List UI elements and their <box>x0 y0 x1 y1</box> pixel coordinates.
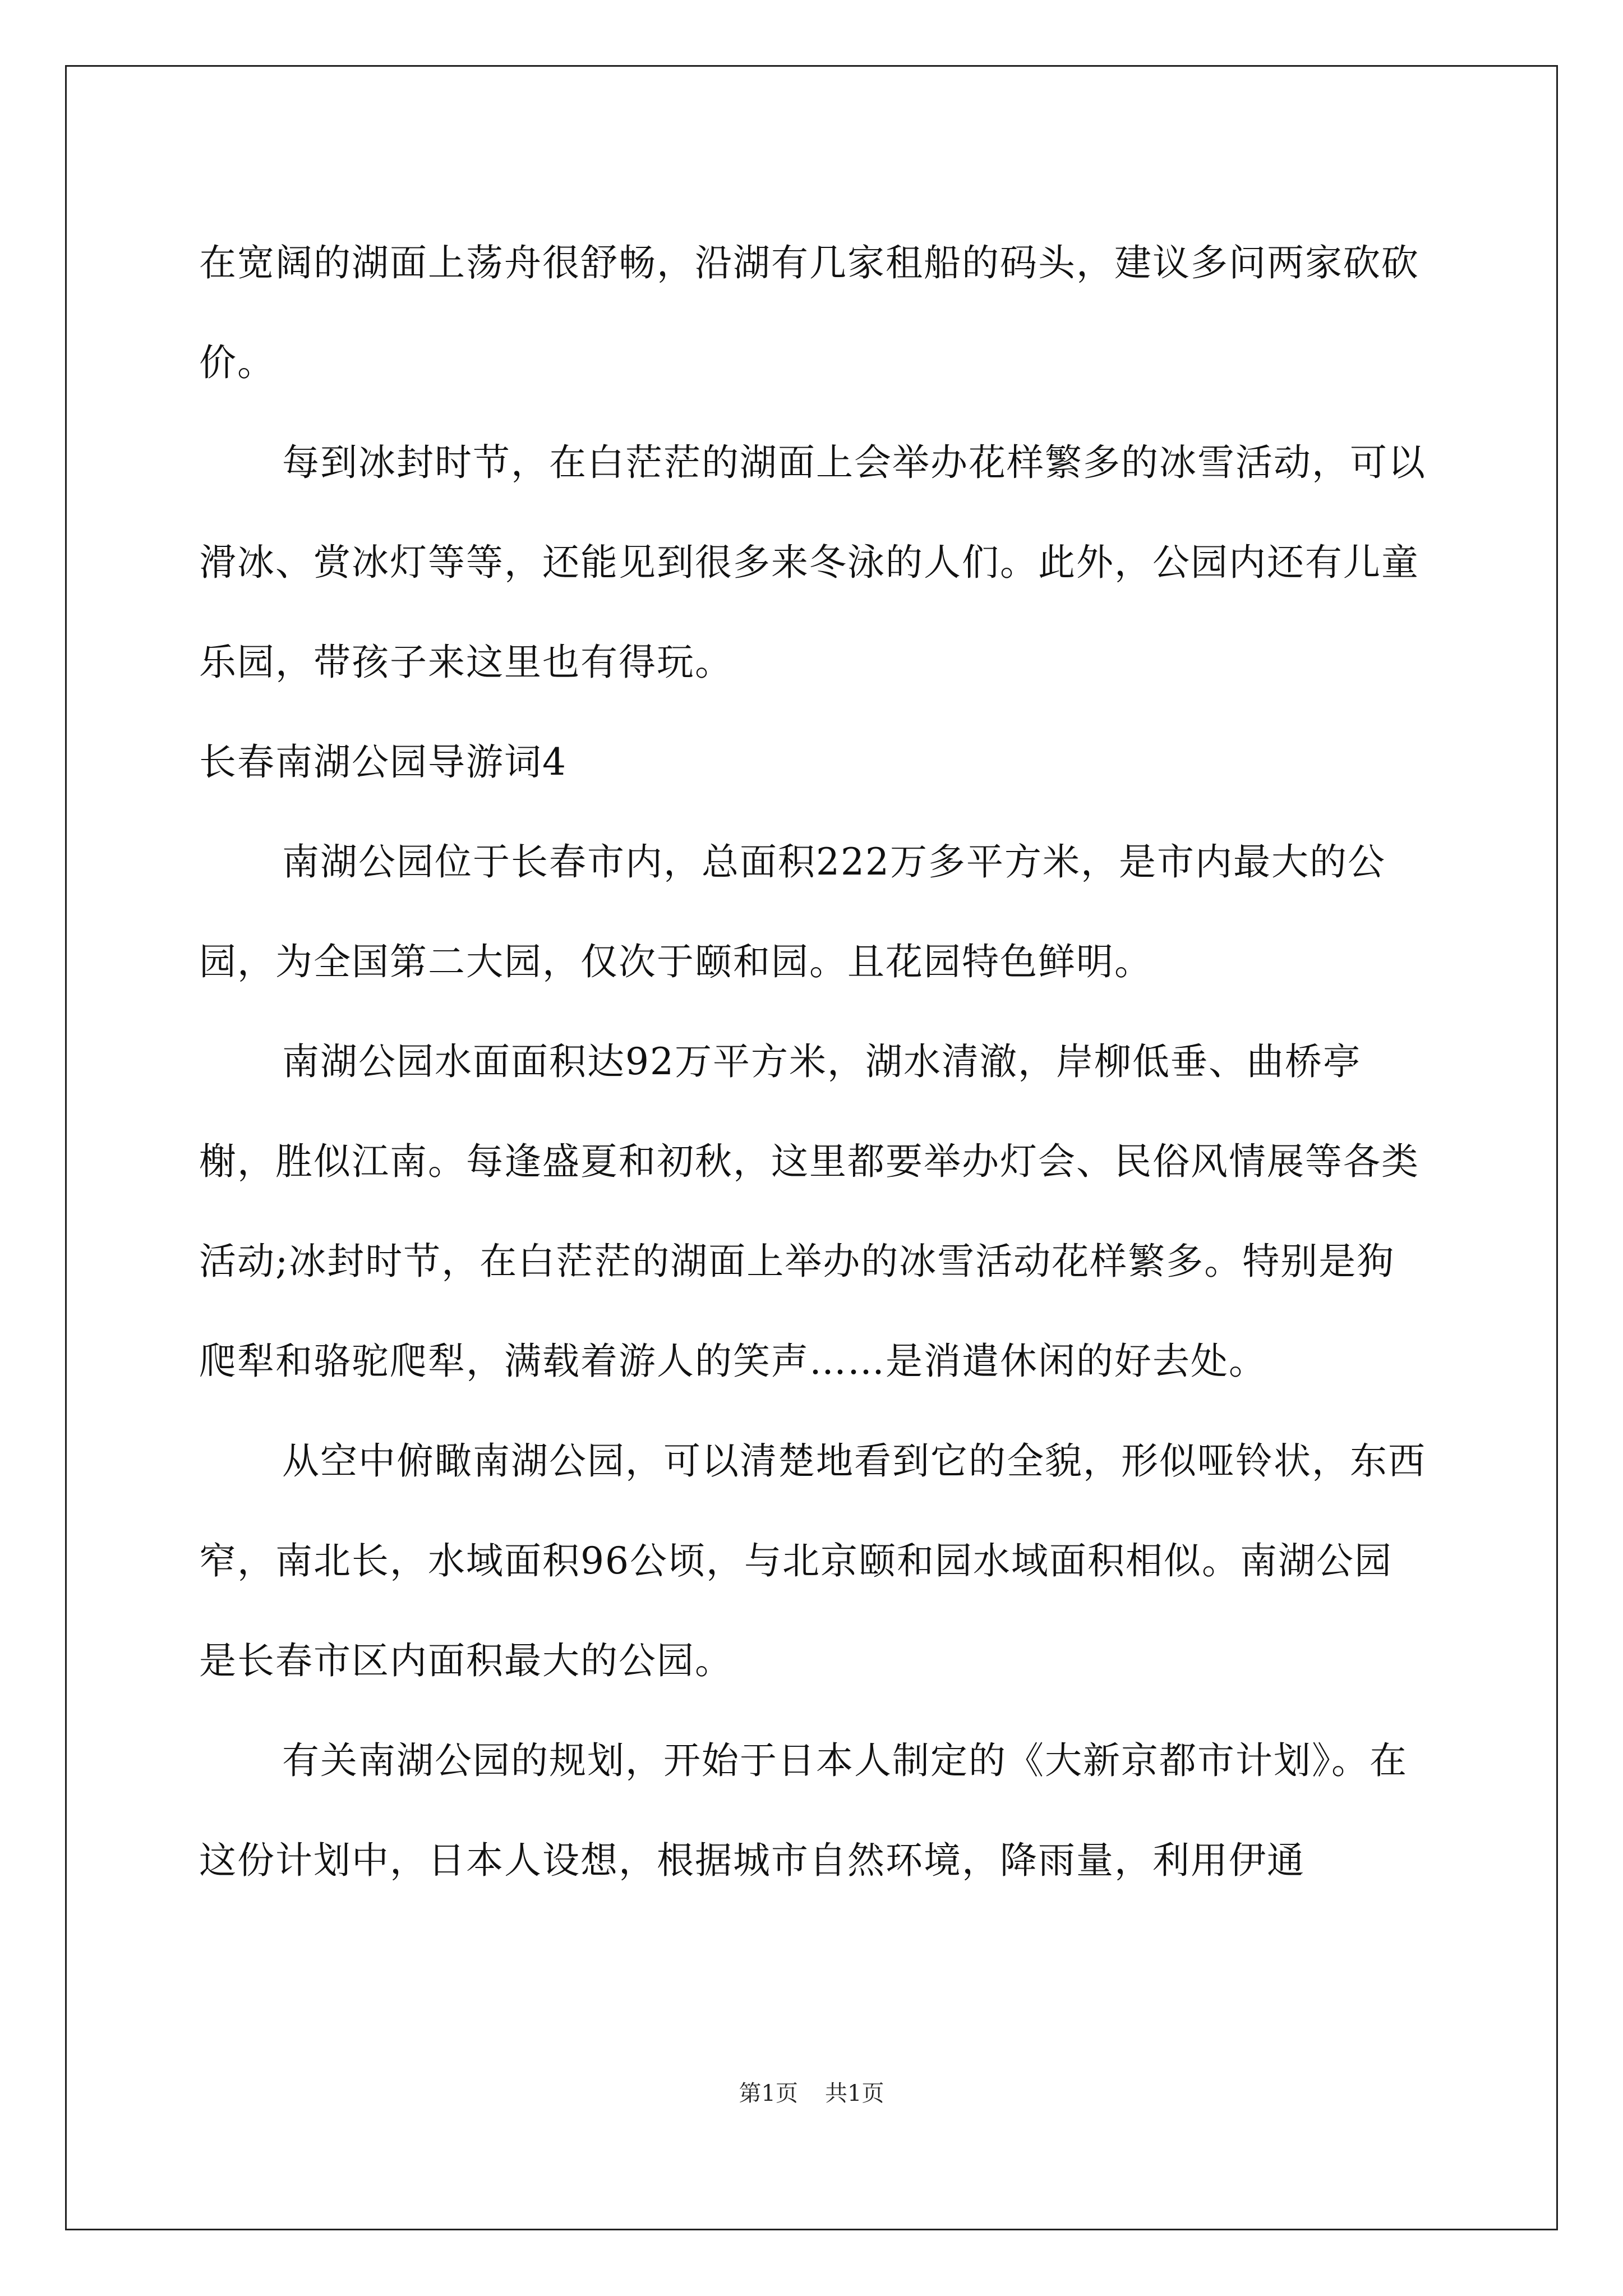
document-body <box>199 213 1430 1911</box>
paragraph-4: 南湖公园水面面积达92万平方米，湖水清澈，岸柳低垂、曲桥亭榭，胜似江南。每逢盛夏和初秋，这里都要举办灯会、民俗风情展等各类活动;冰封时节，在白茫茫的湖面上举办的冰雪活动花样繁多。特别是狗爬犁和骆驼爬犁，满载着游人的笑声……是消遣休闲的好去处。 <box>199 1040 1419 1383</box>
paragraph-3: 南湖公园位于长春市内，总面积222万多平方米，是市内最大的公园，为全国第二大园，仅次于颐和园。且花园特色鲜明。 <box>199 840 1386 983</box>
section-heading: 长春南湖公园导游词4 <box>199 740 567 784</box>
paragraph-6: 有关南湖公园的规划，开始于日本人制定的《大新京都市计划》。在这份计划中，日本人设想，根据城市自然环境，降雨量，利用伊通 <box>199 1739 1408 1882</box>
paragraph-1: 在宽阔的湖面上荡舟很舒畅，沿湖有几家租船的码头，建议多问两家砍砍价。 <box>199 241 1419 384</box>
page-footer <box>0 2076 1623 2108</box>
page-total: 共1页 <box>825 2081 884 2106</box>
paragraph-2: 每到冰封时节，在白茫茫的湖面上会举办花样繁多的冰雪活动，可以滑冰、赏冰灯等等，还能见到很多来冬泳的人们。此外，公园内还有儿童乐园，带孩子来这里也有得玩。 <box>199 441 1426 684</box>
paragraph-5: 从空中俯瞰南湖公园，可以清楚地看到它的全貌，形似哑铃状，东西窄，南北长，水域面积96公顷，与北京颐和园水域面积相似。南湖公园是长春市区内面积最大的公园。 <box>199 1439 1426 1682</box>
page-number: 第1页 <box>739 2081 798 2106</box>
